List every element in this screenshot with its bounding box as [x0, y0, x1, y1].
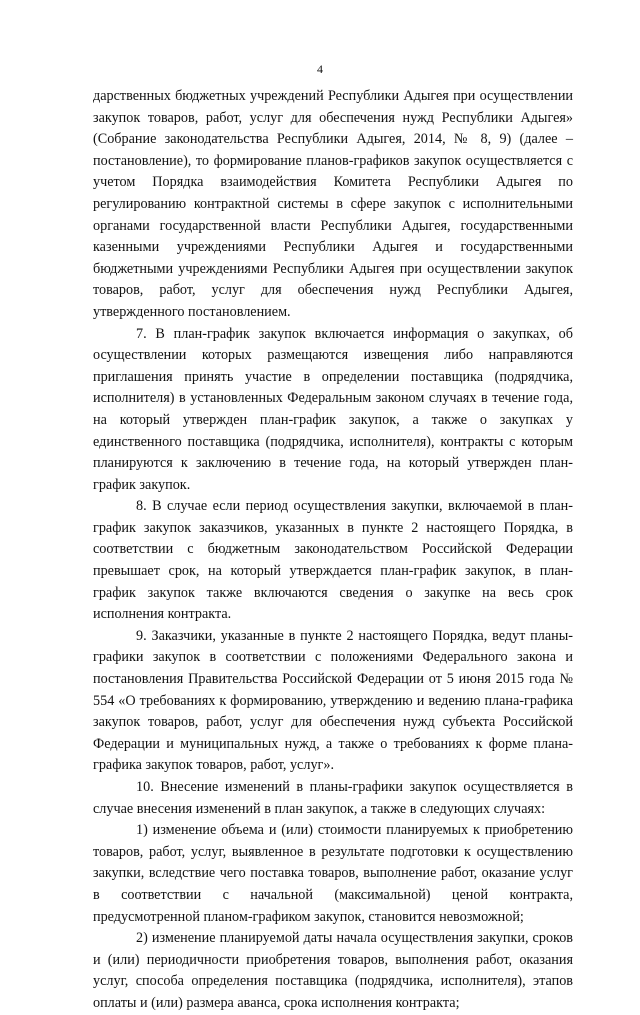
document-body — [93, 86, 573, 1015]
paragraph-item-8: 8. В случае если период осуществления закупки, включаемой в план-график закупок заказчиков, указанных в пункте 2 настоящего Порядка, в соответствии с бюджетным законодательством Российской Федерации превышает срок, на который утверждается план-график закупок, в план-график закупок также включаются сведения о закупке на весь срок исполнения контракта. — [93, 498, 573, 623]
paragraph-item-9: 9. Заказчики, указанные в пункте 2 настоящего Порядка, ведут планы-графики закупок в соответствии с положениями Федерального закона и постановления Правительства Российской Федерации от 5 июня 2015 года № 554 «О требованиях к формированию, утверждению и ведению плана-графика закупок товаров, работ, услуг для обеспечения нужд субъекта Российской Федерации и муниципальных нужд, а также о требованиях к форме плана-графика закупок товаров, работ, услуг». — [93, 627, 573, 774]
paragraph-subitem-1: 1) изменение объема и (или) стоимости планируемых к приобретению товаров, работ, услуг, выявленное в результате подготовки к осуществлению закупки, вследствие чего поставка товаров, выполнение работ, оказание услуг в соответствии с начальной (максимальной) ценой контракта, предусмотренной планом-графиком закупок, становится невозможной; — [93, 822, 573, 925]
paragraph-item-10: 10. Внесение изменений в планы-графики закупок осуществляется в случае внесения изменений в план закупок, а также в следующих случаях: — [93, 779, 573, 817]
paragraph-item-7: 7. В план-график закупок включается информация о закупках, об осуществлении которых размещаются извещения либо направляются приглашения принять участие в определении поставщика (подрядчика, исполнителя) в установленных Федеральным законом случаях в течение года, на который утвержден план-график закупок, а также о закупках у единственного поставщика (подрядчика, исполнителя), контракты с которым планируются к заключению в течение года, на который утвержден план-график закупок. — [93, 325, 573, 493]
paragraph-continuation: дарственных бюджетных учреждений Республики Адыгея при осуществлении закупок товаров, работ, услуг для обеспечения нужд Республики Адыгея» (Собрание законодательства Республики Адыгея, 2014, № 8, 9) (далее – постановление), то формирование планов-графиков закупок осуществляется с учетом Порядка взаимодействия Комитета Республики Адыгея по регулированию контрактной системы в сфере закупок с исполнительными органами государственной власти Республики Адыгея, государственными казенными учреждениями Республики Адыгея и государственными бюджетными учреждениями Республики Адыгея при осуществлении закупок товаров, работ, услуг для обеспечения нужд Республики Адыгея, утвержденного постановлением. — [93, 88, 573, 320]
paragraph-subitem-2: 2) изменение планируемой даты начала осуществления закупки, сроков и (или) периодичности приобретения товаров, выполнения работ, оказания услуг, способа определения поставщика (подрядчика, исполнителя), этапов оплаты и (или) размера аванса, срока исполнения контракта; — [93, 930, 573, 1011]
page-number: 4 — [317, 62, 323, 76]
